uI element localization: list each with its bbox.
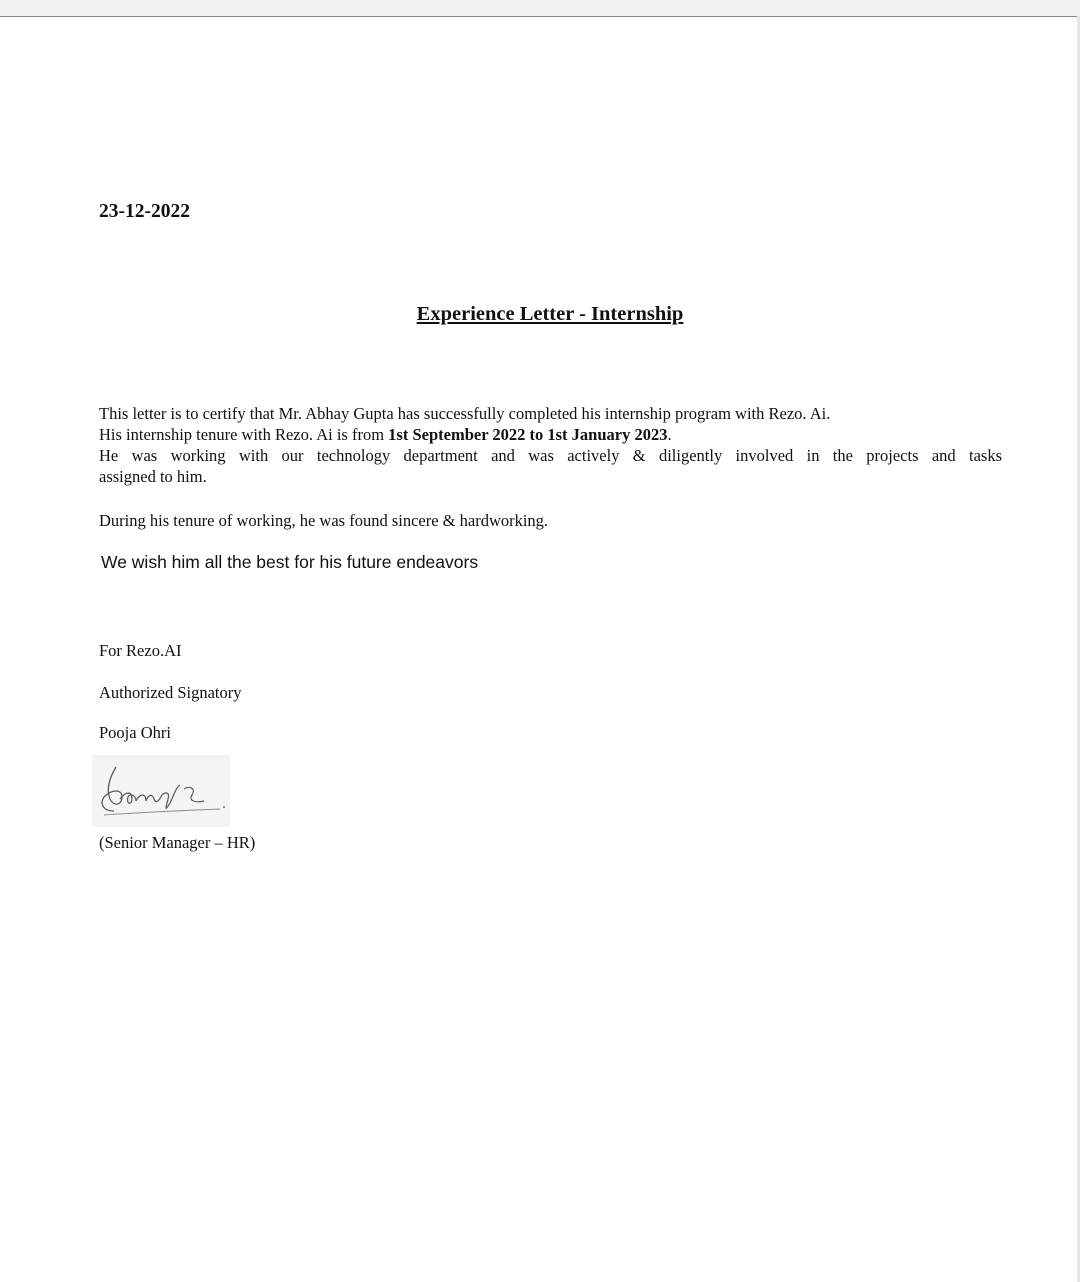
department-line: He was working with our technology department and was actively & diligently involved in the projects and tasks	[99, 446, 1002, 465]
letter-title: Experience Letter - Internship	[416, 303, 684, 325]
authorized-signatory: Authorized Signatory	[99, 683, 242, 702]
signature-scribble	[92, 755, 230, 827]
signer-designation: (Senior Manager – HR)	[99, 833, 256, 852]
tenure-dates: 1st September 2022 to 1st January 2023	[388, 425, 668, 444]
tenure-note: During his tenure of working, he was found sincere & hardworking.	[99, 511, 549, 530]
tenure-suffix: .	[667, 425, 672, 444]
signature-image	[92, 755, 230, 827]
signer-name: Pooja Ohri	[99, 723, 171, 742]
top-border	[0, 0, 1080, 17]
assignment-line: assigned to him.	[99, 467, 207, 486]
wishes-line: We wish him all the best for his future endeavors	[101, 552, 479, 572]
for-company: For Rezo.AI	[99, 641, 182, 660]
tenure-line	[99, 424, 1002, 445]
certification-paragraph	[99, 403, 1002, 487]
letter-date: 23-12-2022	[99, 201, 190, 222]
certification-line: This letter is to certify that Mr. Abhay Gupta has successfully completed his internship program with Rezo. Ai.	[99, 404, 831, 423]
letter-page	[0, 17, 1077, 1282]
tenure-prefix: His internship tenure with Rezo. Ai is from	[99, 425, 389, 444]
